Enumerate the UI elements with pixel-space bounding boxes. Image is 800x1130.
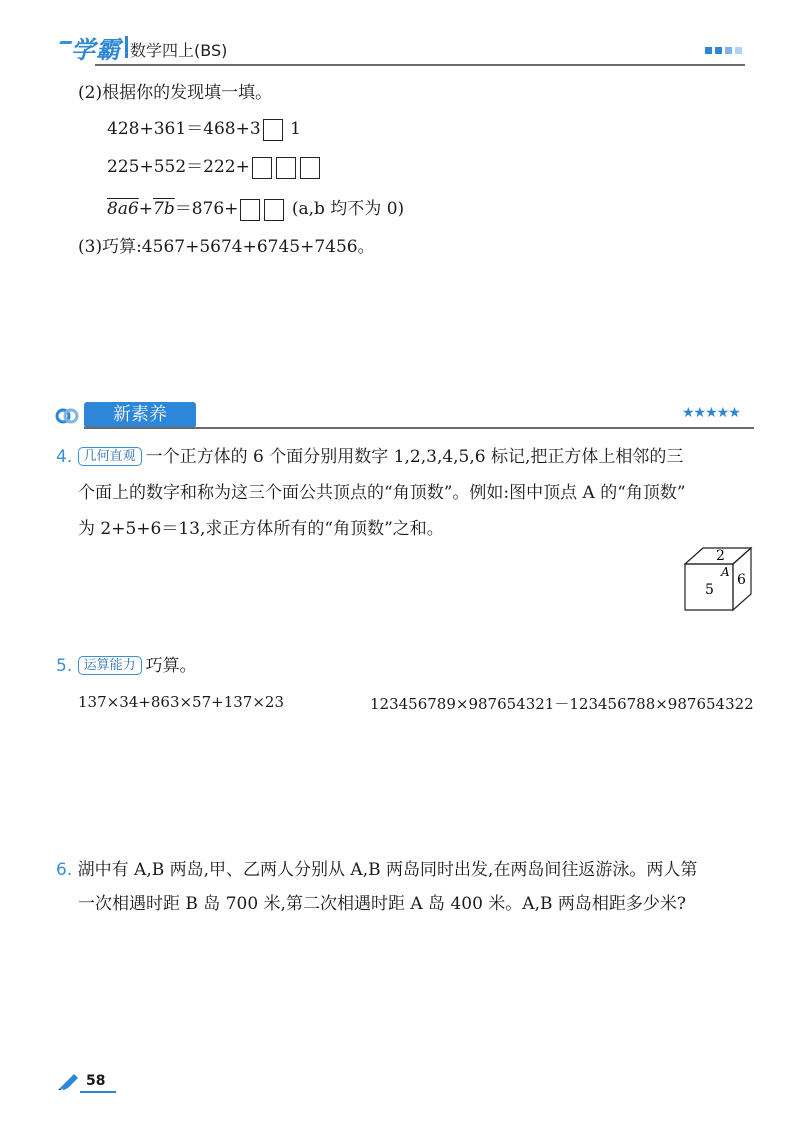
q6-line-2: 一次相遇时距 B 岛 700 米,第二次相遇时距 A 岛 400 米。A,B 两岛相距多少米? — [78, 894, 686, 914]
logo-divider — [125, 36, 128, 58]
answer-box[interactable] — [300, 157, 320, 179]
cube-figure — [683, 546, 755, 612]
header-squares — [705, 47, 742, 54]
pencil-icon — [58, 1074, 80, 1094]
equation-text: 428+361＝468+3 — [107, 119, 261, 139]
q3-part3: (3)巧算:4567+5674+6745+7456。 — [78, 237, 375, 257]
page-footer — [58, 1072, 128, 1096]
page-header — [0, 0, 800, 80]
question-text: 巧算。 — [145, 656, 197, 676]
section-title — [84, 402, 196, 428]
q5-line — [56, 655, 197, 677]
equation-note: (a,b 均不为 0) — [291, 199, 405, 219]
square-icon — [735, 47, 742, 54]
square-icon — [725, 47, 732, 54]
graduation-cap-icon — [56, 41, 73, 54]
page-number: 58 — [86, 1073, 106, 1089]
header-rule — [95, 64, 745, 66]
logo-text: 学霸 — [71, 35, 121, 64]
equation-line-1 — [107, 118, 301, 141]
section-title-text: 新素养 — [113, 404, 167, 425]
section-rule — [84, 427, 754, 429]
cube-vertex-label: A — [721, 565, 730, 579]
equation-line-3 — [107, 198, 404, 221]
square-icon — [705, 47, 712, 54]
answer-box[interactable] — [263, 119, 283, 141]
answer-box[interactable] — [264, 199, 284, 221]
question-text: 一个正方体的 6 个面分别用数字 1,2,3,4,5,6 标记,把正方体上相邻的三 — [145, 447, 684, 467]
book-title: 数学四上(BS) — [130, 41, 228, 60]
answer-box[interactable] — [252, 157, 272, 179]
q3-part2-label: (2)根据你的发现填一填。 — [78, 83, 273, 103]
cube-top-label: 2 — [716, 548, 725, 564]
q4-line-1 — [56, 446, 683, 468]
question-number: 4. — [56, 447, 73, 467]
q5-expr-1: 137×34+863×57+137×23 — [78, 693, 284, 711]
answer-box[interactable] — [240, 199, 260, 221]
q4-line-3: 为 2+5+6＝13,求正方体所有的“角顶数”之和。 — [78, 519, 444, 539]
skill-tag: 几何直观 — [78, 447, 142, 466]
equation-text: 1 — [290, 119, 301, 139]
overlined-number: 7b — [153, 199, 175, 219]
logo — [58, 30, 134, 64]
q6-line-1 — [56, 859, 697, 881]
square-icon — [715, 47, 722, 54]
question-number: 6. — [56, 860, 73, 880]
q5-expr-2: 123456789×987654321－123456788×987654322 — [370, 695, 754, 713]
skill-tag: 运算能力 — [78, 656, 142, 675]
question-number: 5. — [56, 656, 73, 676]
q4-line-2: 个面上的数字和称为这三个面公共顶点的“角顶数”。例如:图中顶点 A 的“角顶数” — [78, 483, 686, 503]
equation-text: + — [138, 199, 154, 219]
rating-stars: ★★★★★ — [682, 405, 740, 421]
cube-right-label: 6 — [737, 572, 746, 588]
equation-text: 225+552＝222+ — [107, 157, 250, 177]
cube-front-label: 5 — [705, 582, 714, 598]
question-text: 湖中有 A,B 两岛,甲、乙两人分别从 A,B 两岛同时出发,在两岛间往返游泳。两人第 — [77, 860, 698, 880]
section-header — [54, 402, 754, 430]
answer-box[interactable] — [276, 157, 296, 179]
equation-line-2 — [107, 156, 322, 179]
overlined-number: 8a6 — [107, 199, 139, 219]
link-icon — [54, 406, 80, 426]
footer-rule — [80, 1091, 116, 1093]
equation-text: ＝876+ — [174, 199, 239, 219]
